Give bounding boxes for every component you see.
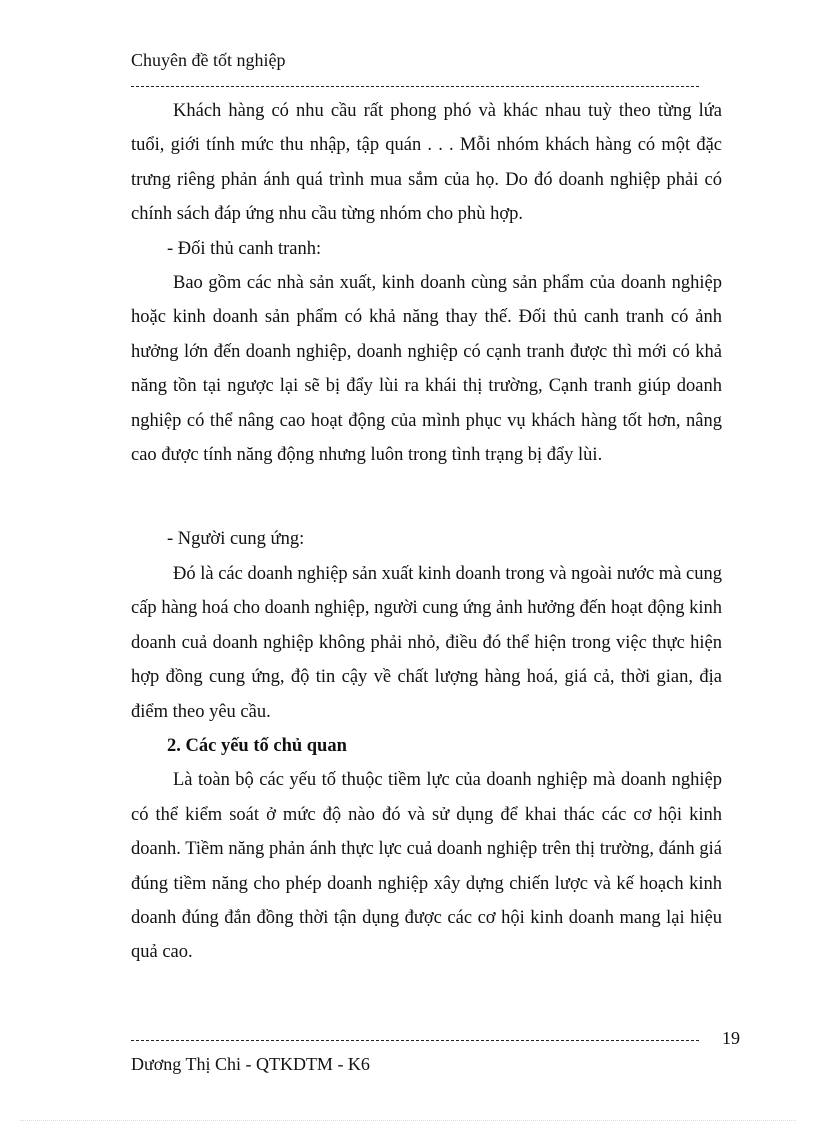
page-number: 19 bbox=[722, 1028, 740, 1048]
section-heading: 2. Các yếu tố chủ quan bbox=[167, 735, 347, 756]
footer-author: Dương Thị Chi - QTKDTM - K6 bbox=[131, 1054, 370, 1074]
paragraph-competitors: Bao gồm các nhà sản xuất, kinh doanh cùng sản phẩm của doanh nghiệp hoặc kinh doanh sản phẩm có khả năng thay thế. Đối thủ canh tranh có ảnh hưởng lớn đến doanh nghiệp, doanh nghiệp có cạnh tranh được thì mới có khả năng tồn tại ngược lại sẽ bị đẩy lùi ra khái thị trường, Cạnh tranh giúp doanh nghiệp có thể nâng cao hoạt động của mình phục vụ khách hàng tốt hơn, nâng cao được tính năng động nhưng luôn trong tình trạng bị đẩy lùi. bbox=[131, 273, 722, 466]
paragraph-suppliers: Đó là các doanh nghiệp sản xuất kinh doanh trong và ngoài nước mà cung cấp hàng hoá cho doanh nghiệp, người cung ứng ảnh hưởng đến hoạt động kinh doanh cuả doanh nghiệp không phải nhỏ, điều đó thể hiện trong việc thực hiện hợp đồng cung ứng, độ tin cậy về chất lượng hàng hoá, giá cả, thời gian, địa điểm theo yêu cầu. bbox=[131, 563, 722, 722]
footer-divider bbox=[131, 1040, 699, 1041]
paragraph-subjective-factors: Là toàn bộ các yếu tố thuộc tiềm lực của doanh nghiệp mà doanh nghiệp có thể kiểm soát ở mức độ nào đó và sử dụng để khai thác các cơ hội kinh doanh. Tiềm năng phản ánh thực lực cuả doanh nghiệp trên thị trường, đánh giá đúng tiềm năng cho phép doanh nghiệp xây dựng chiến lược và kế hoạch kinh doanh đúng đắn đồng thời tận dụng được các cơ hội kinh doanh mang lại hiệu quả cao. bbox=[131, 770, 722, 963]
header-title: Chuyên đề tốt nghiệp bbox=[131, 50, 286, 70]
subheading-competitors: - Đối thủ canh tranh: bbox=[167, 238, 322, 259]
page-body bbox=[131, 94, 722, 970]
header-divider bbox=[131, 86, 699, 87]
paragraph-customers: Khách hàng có nhu cầu rất phong phó và khác nhau tuỳ theo từng lứa tuổi, giới tính mức thu nhập, tập quán . . . Mỗi nhóm khách hàng có một đặc trưng riêng phản ánh quá trình mua sắm của họ. Do đó doanh nghiệp phải có chính sách đáp ứng nhu cầu từng nhóm cho phù hợp. bbox=[131, 101, 722, 225]
subheading-suppliers: - Người cung ứng: bbox=[167, 529, 305, 550]
page-bottom-border bbox=[20, 1120, 796, 1121]
